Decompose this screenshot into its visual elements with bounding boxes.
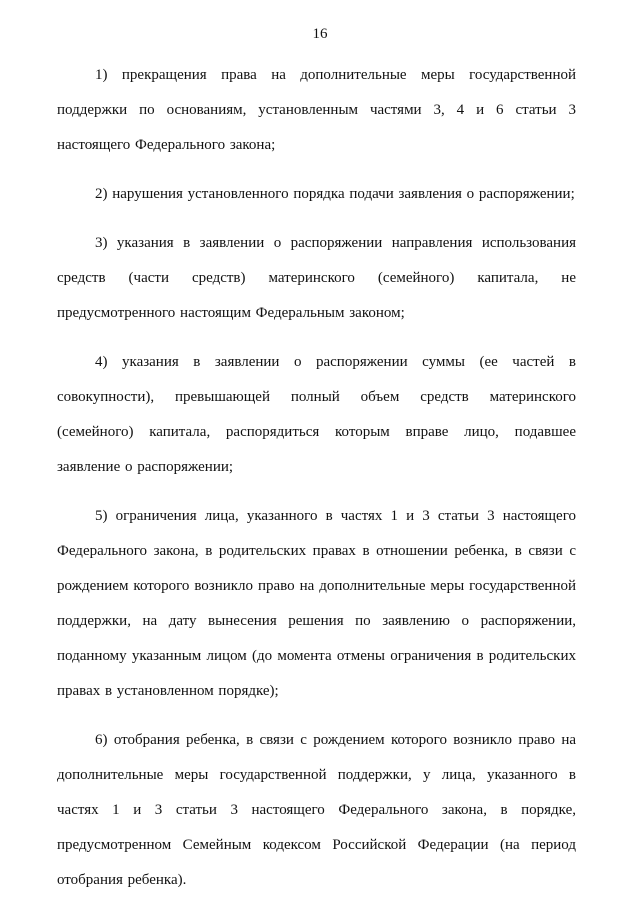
list-item-6: 6) отобрания ребенка, в связи с рождением которого возникло право на дополнительные меры государственной поддержки, у лица, указанного в частях 1 и 3 статьи 3 настоящего Федерального закона, в порядке, предусмотренном Семейным кодексом Российской Федерации (на период отобрания ребенка). (57, 732, 576, 888)
page-number: 16 (312, 26, 328, 42)
list-item-5: 5) ограничения лица, указанного в частях 1 и 3 статьи 3 настоящего Федерального закона, в родительских правах в отношении ребенка, в связи с рождением которого возникло право на дополнительные меры государственной поддержки, на дату вынесения решения по заявлению о распоряжении, поданному указанным лицом (до момента отмены ограничения в родительских правах в установленном порядке); (57, 508, 576, 699)
document-body (57, 58, 576, 912)
list-item-2: 2) нарушения установленного порядка подачи заявления о распоряжении; (95, 186, 575, 202)
list-item-1: 1) прекращения права на дополнительные меры государственной поддержки по основаниям, установленным частями 3, 4 и 6 статьи 3 настоящего Федерального закона; (57, 67, 576, 153)
list-item-4: 4) указания в заявлении о распоряжении суммы (ее частей в совокупности), превышающей полный объем средств материнского (семейного) капитала, распорядиться которым вправе лицо, подавшее заявление о распоряжении; (57, 354, 576, 475)
list-item-3: 3) указания в заявлении о распоряжении направления использования средств (части средств) материнского (семейного) капитала, не предусмотренного настоящим Федеральным законом; (57, 235, 576, 321)
